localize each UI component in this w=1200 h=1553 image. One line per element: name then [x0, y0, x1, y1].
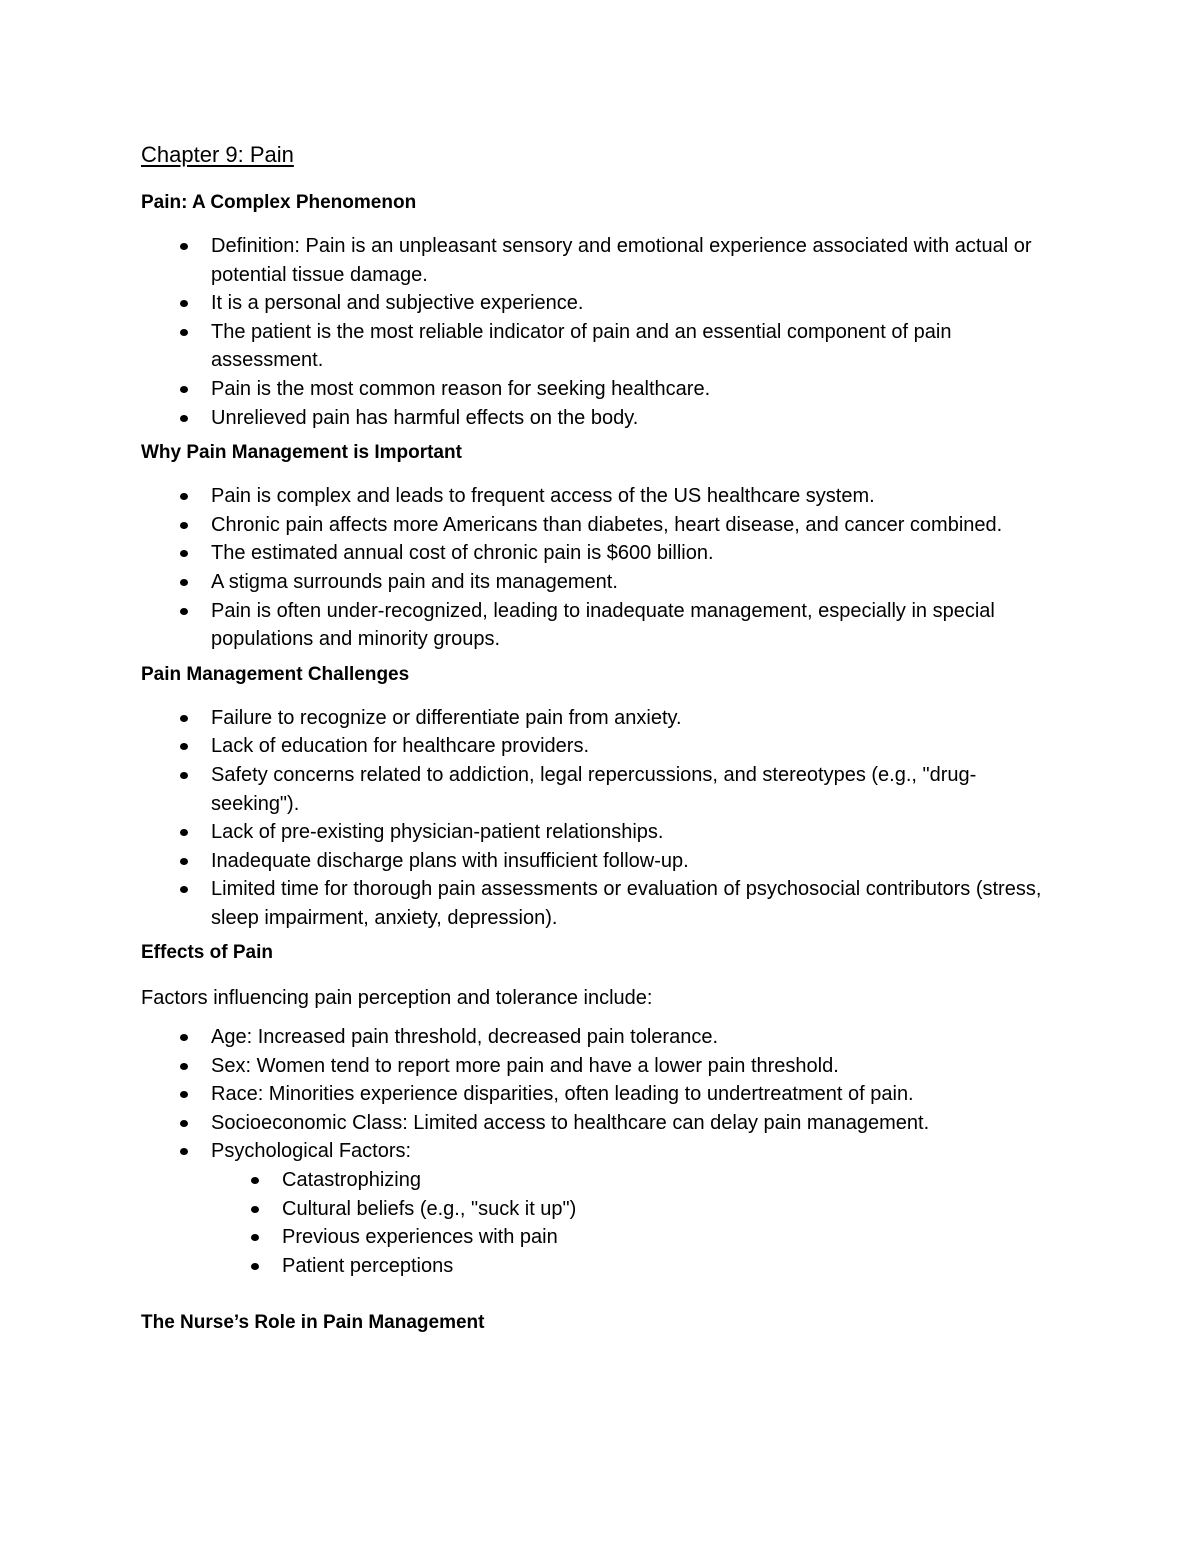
- sub-list-item: Cultural beliefs (e.g., "suck it up"): [141, 1195, 1060, 1224]
- sub-list-item: Catastrophizing: [141, 1166, 1060, 1195]
- bullet-list: [141, 482, 1060, 654]
- list-item: Failure to recognize or differentiate pain from anxiety.: [141, 704, 1060, 733]
- list-item: Chronic pain affects more Americans than diabetes, heart disease, and cancer combined.: [141, 511, 1060, 540]
- list-item: Pain is the most common reason for seeking healthcare.: [141, 375, 1060, 404]
- section-effects-of-pain: [141, 940, 1060, 1280]
- sub-list-item: Previous experiences with pain: [141, 1223, 1060, 1252]
- list-item: Lack of pre-existing physician-patient relationships.: [141, 818, 1060, 847]
- list-item: Inadequate discharge plans with insufficient follow-up.: [141, 847, 1060, 876]
- list-item: Sex: Women tend to report more pain and have a lower pain threshold.: [141, 1052, 1060, 1081]
- section-heading: Why Pain Management is Important: [141, 442, 462, 464]
- list-item: Definition: Pain is an unpleasant sensory and emotional experience associated with actual or potential tissue damage.: [141, 232, 1060, 289]
- bullet-list: [141, 1023, 1060, 1280]
- list-item: Safety concerns related to addiction, legal repercussions, and stereotypes (e.g., "drug-seeking").: [141, 761, 1060, 818]
- list-item: Unrelieved pain has harmful effects on the body.: [141, 404, 1060, 433]
- list-item: The estimated annual cost of chronic pain is $600 billion.: [141, 539, 1060, 568]
- list-item: [141, 1137, 1060, 1280]
- list-item-label: Psychological Factors:: [211, 1140, 412, 1163]
- section-why-important: [141, 440, 1060, 654]
- sub-list-item: Patient perceptions: [141, 1252, 1060, 1281]
- list-item: Race: Minorities experience disparities, often leading to undertreatment of pain.: [141, 1080, 1060, 1109]
- list-item: A stigma surrounds pain and its management.: [141, 568, 1060, 597]
- bullet-list: [141, 704, 1060, 933]
- list-item: Pain is complex and leads to frequent access of the US healthcare system.: [141, 482, 1060, 511]
- document-title: Chapter 9: Pain: [141, 142, 294, 167]
- list-item: Pain is often under-recognized, leading to inadequate management, especially in special populations and minority groups.: [141, 597, 1060, 654]
- section-complex-phenomenon: [141, 190, 1060, 432]
- list-item: The patient is the most reliable indicator of pain and an essential component of pain assessment.: [141, 318, 1060, 375]
- sub-bullet-list: [141, 1166, 1060, 1280]
- list-item: Age: Increased pain threshold, decreased pain tolerance.: [141, 1023, 1060, 1052]
- section-nurse-role: [141, 1310, 1060, 1336]
- list-item: Socioeconomic Class: Limited access to healthcare can delay pain management.: [141, 1109, 1060, 1138]
- bullet-list: [141, 232, 1060, 432]
- section-heading: Pain Management Challenges: [141, 663, 410, 685]
- section-challenges: [141, 662, 1060, 933]
- list-item: Lack of education for healthcare providers.: [141, 732, 1060, 761]
- section-heading: The Nurse’s Role in Pain Management: [141, 1312, 485, 1334]
- section-heading: Pain: A Complex Phenomenon: [141, 192, 417, 213]
- section-heading: Effects of Pain: [141, 942, 273, 964]
- list-item: Limited time for thorough pain assessments or evaluation of psychosocial contributors (stress, sleep impairment, anxiety, depression).: [141, 875, 1060, 932]
- section-intro: Factors influencing pain perception and tolerance include:: [141, 987, 653, 1010]
- list-item: It is a personal and subjective experience.: [141, 289, 1060, 318]
